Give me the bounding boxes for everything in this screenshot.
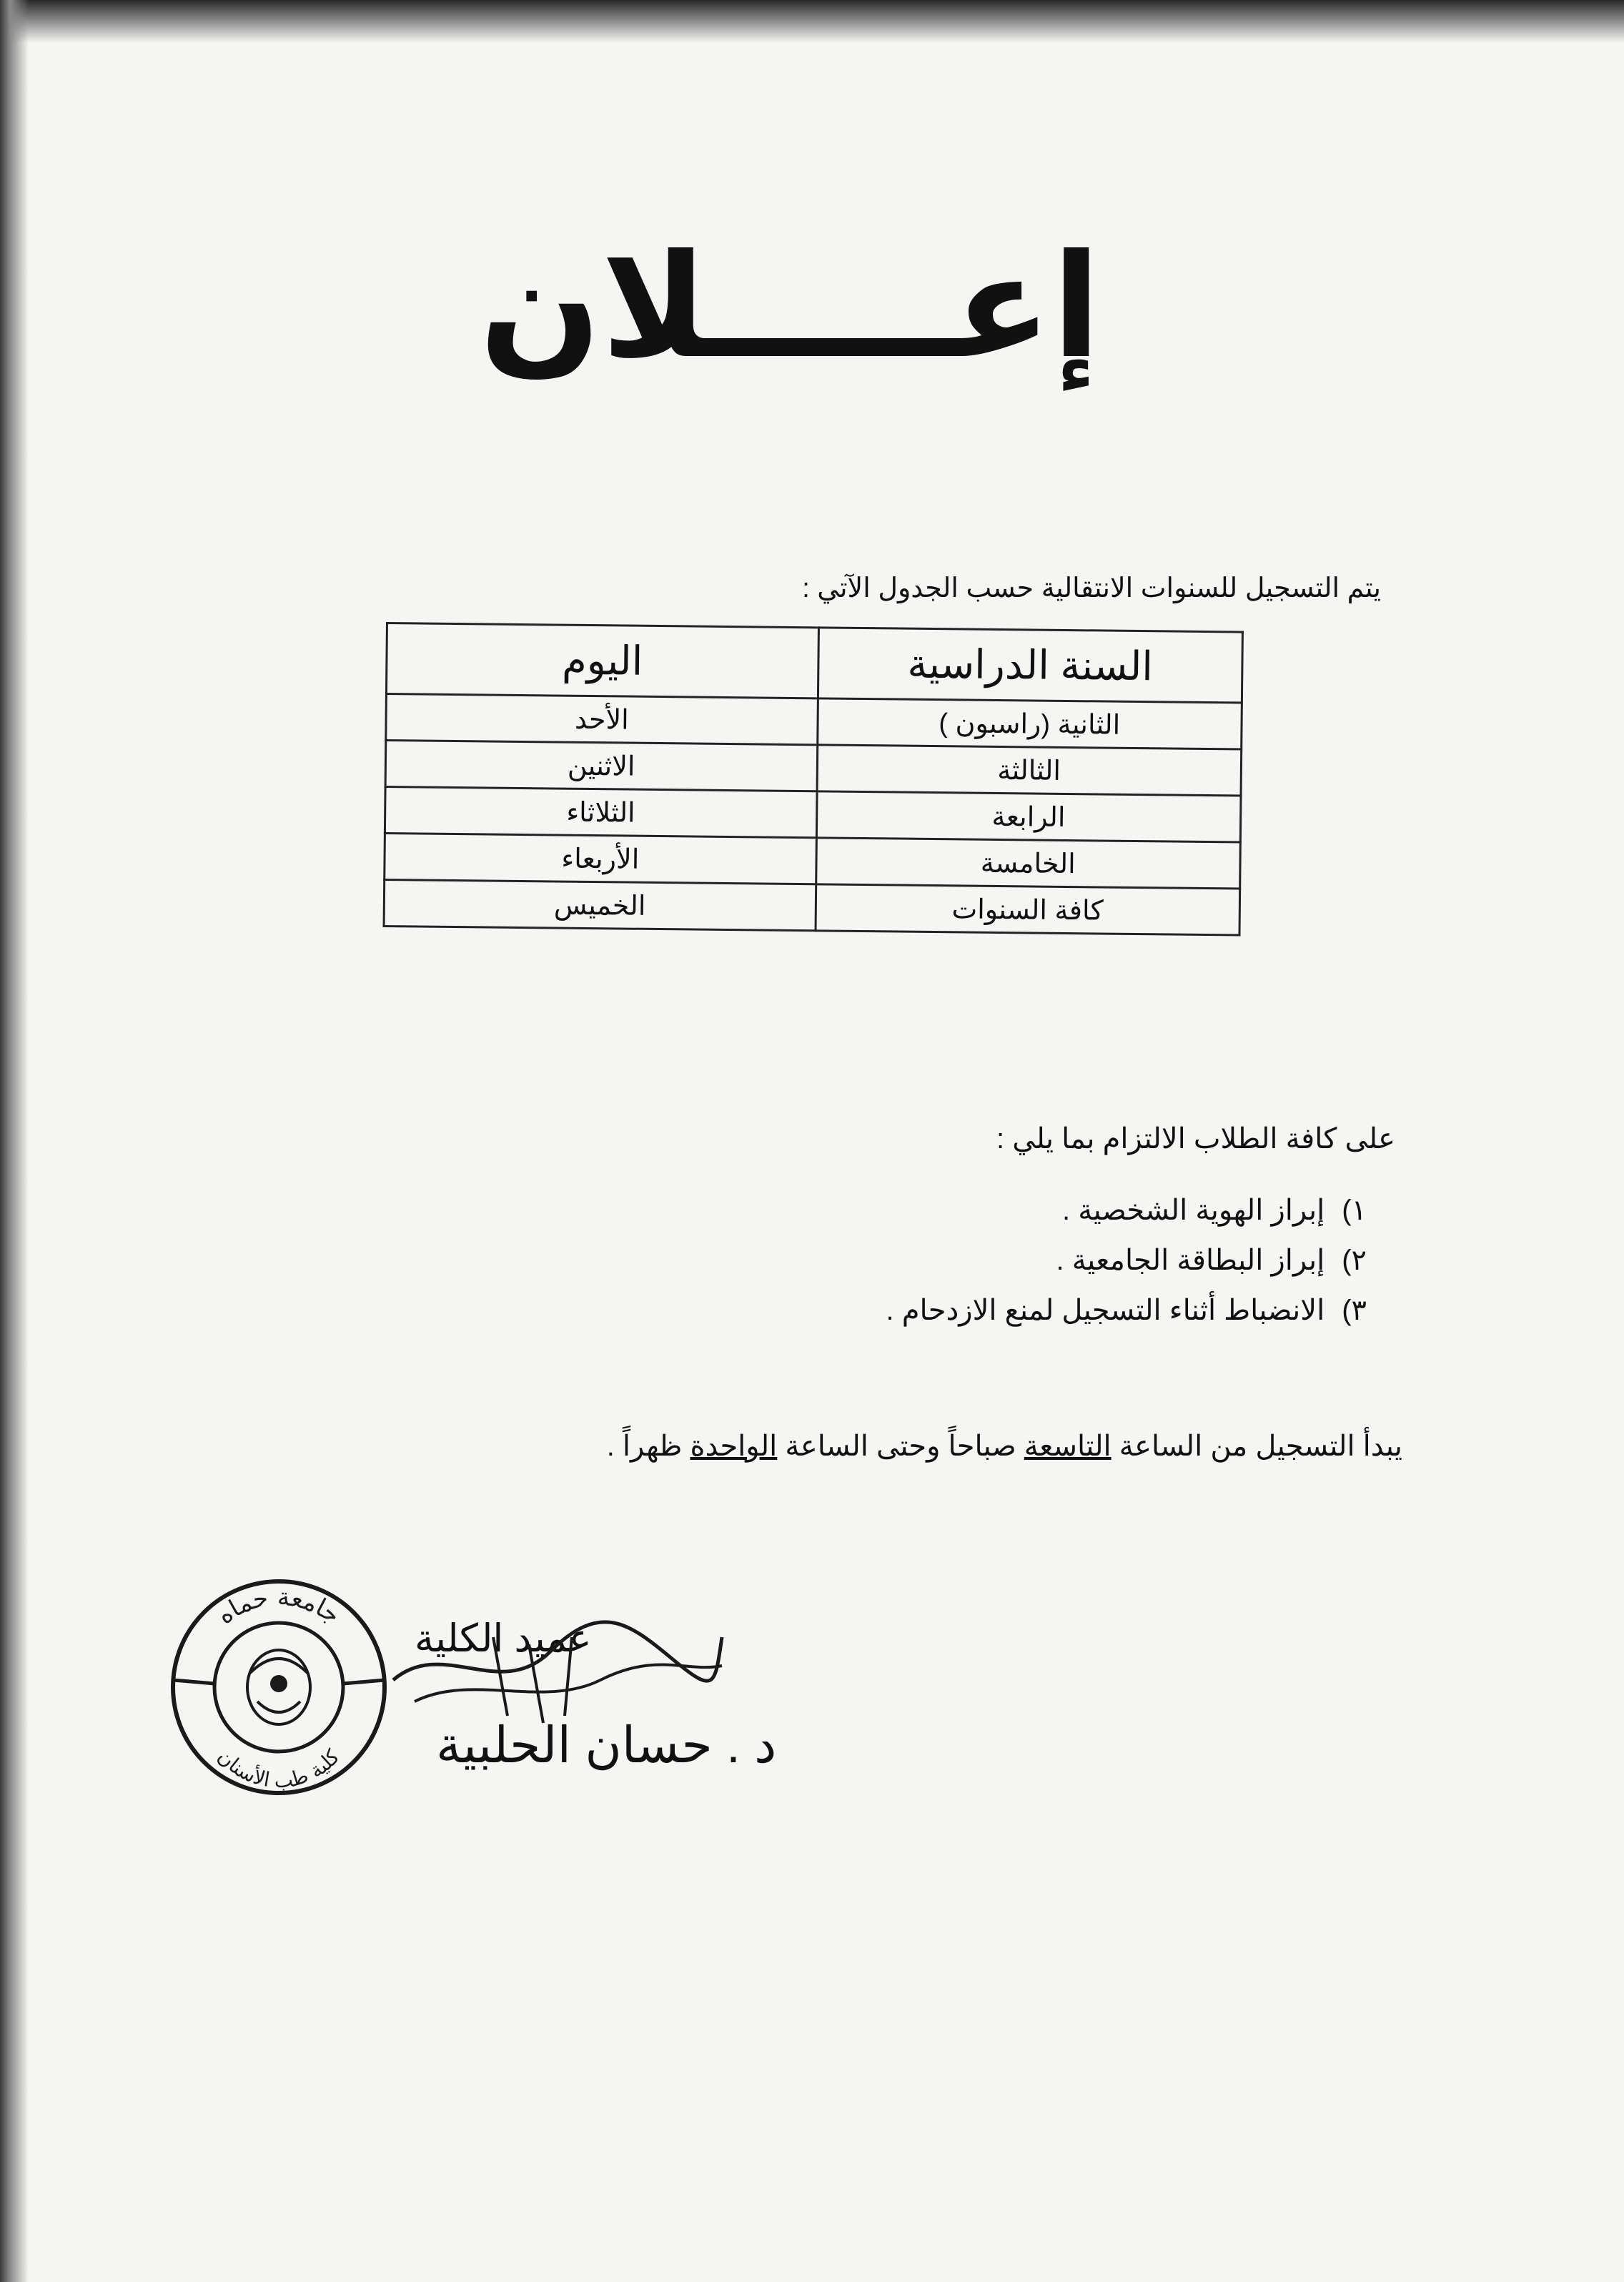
schedule-table — [383, 622, 1244, 937]
cell-day: الأحد — [386, 694, 818, 745]
hours-text-3: ظهراً . — [606, 1431, 690, 1462]
list-item-text: إبراز البطاقة الجامعية . — [1056, 1245, 1325, 1276]
obligations-heading: على كافة الطلاب الالتزام بما يلي : — [996, 1123, 1395, 1155]
table-row — [384, 879, 1240, 935]
dean-title: عميد الكلية — [415, 1617, 592, 1660]
list-item — [886, 1294, 1367, 1344]
handwritten-signature — [386, 1594, 729, 1737]
cell-day: الخميس — [384, 879, 816, 930]
cell-day: الأربعاء — [385, 833, 816, 884]
list-item — [886, 1194, 1367, 1244]
list-item-number: ١) — [1342, 1195, 1367, 1226]
hours-text-2: صباحاً وحتى الساعة — [777, 1431, 1024, 1462]
cell-year: الثانية (راسبون ) — [817, 698, 1242, 749]
cell-year: كافة السنوات — [816, 884, 1240, 935]
cell-day: الثلاثاء — [385, 787, 816, 838]
official-seal — [164, 1566, 393, 1809]
cell-day: الاثنين — [385, 741, 817, 791]
svg-text:جامعة حماه: جامعة حماه — [212, 1582, 346, 1631]
dean-name: د . حسان الحلبية — [436, 1717, 777, 1773]
list-item-text: إبراز الهوية الشخصية . — [1062, 1195, 1325, 1226]
registration-hours — [607, 1430, 1402, 1463]
announcement-title: إعـــــلان — [479, 224, 1101, 390]
end-hour: الواحدة — [690, 1431, 778, 1462]
cell-year: الثالثة — [817, 745, 1242, 796]
start-hour: التاسعة — [1024, 1431, 1111, 1462]
list-item-number: ٣) — [1342, 1295, 1367, 1326]
cell-year: الرابعة — [816, 791, 1241, 842]
intro-text: يتم التسجيل للسنوات الانتقالية حسب الجدول الآتي : — [802, 573, 1381, 603]
schedule-header-row — [386, 623, 1242, 703]
hours-text-1: يبدأ التسجيل من الساعة — [1111, 1431, 1402, 1462]
eagle-emblem-icon — [247, 1650, 310, 1724]
list-item-number: ٢) — [1342, 1245, 1367, 1276]
cell-year: الخامسة — [816, 838, 1240, 889]
header-day: اليوم — [386, 623, 818, 698]
list-item — [886, 1244, 1367, 1294]
list-item-text: الانضباط أثناء التسجيل لمنع الازدحام . — [886, 1295, 1325, 1326]
header-year: السنة الدراسية — [818, 628, 1242, 703]
obligations-list — [886, 1194, 1367, 1344]
svg-text:كلية طب الأسنان: كلية طب الأسنان — [213, 1744, 345, 1793]
